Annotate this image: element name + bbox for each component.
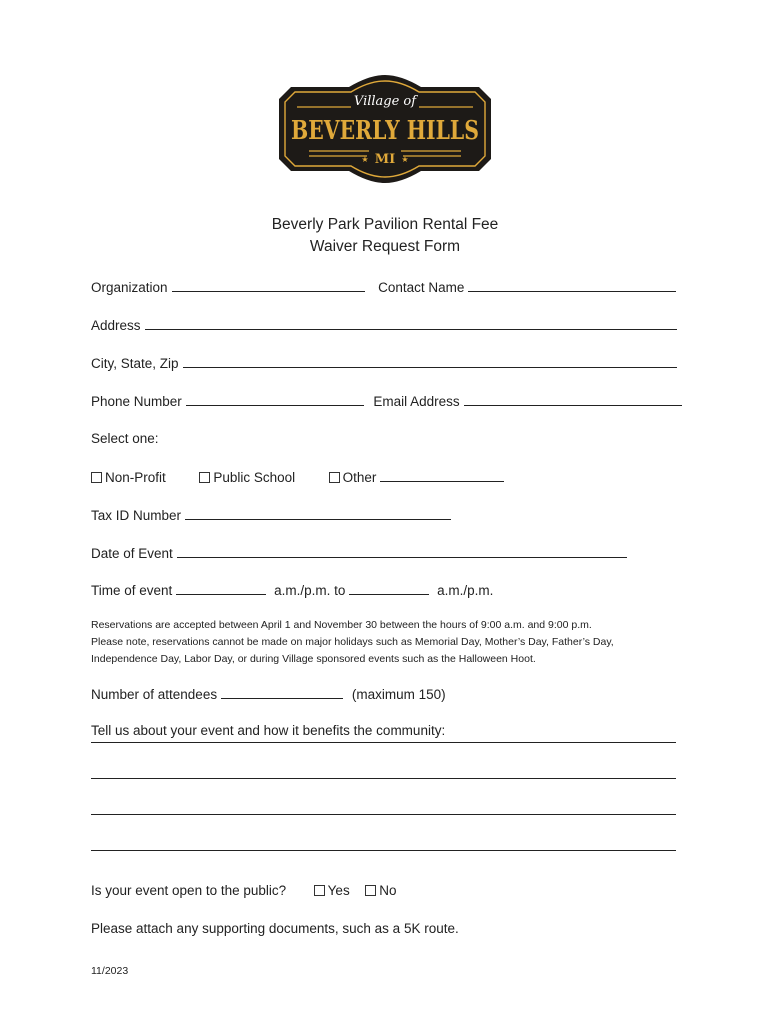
footer-date: 11/2023 bbox=[91, 965, 129, 977]
event-description-line-3[interactable] bbox=[91, 814, 676, 815]
other-label: Other bbox=[342, 470, 377, 485]
event-description-line-2[interactable] bbox=[91, 778, 676, 779]
time-of-event-row bbox=[91, 582, 493, 598]
public-school-label: Public School bbox=[213, 470, 296, 485]
city-state-zip-field[interactable] bbox=[183, 355, 677, 368]
notice-line3: Independence Day, Labor Day, or during Village sponsored events such as the Halloween Hoot. bbox=[91, 653, 536, 665]
event-description-line-1[interactable] bbox=[91, 742, 676, 743]
ampm-label: a.m./p.m. bbox=[437, 583, 494, 598]
email-address-field[interactable] bbox=[464, 393, 682, 406]
notice-line1: Reservations are accepted between April 1 and November 30 between the hours of 9:00 a.m. and 9:00 p.m. bbox=[91, 619, 592, 631]
notice-line2: Please note, reservations cannot be made on major holidays such as Memorial Day, Mother’s Day, Father’s Day, bbox=[91, 636, 614, 648]
logo-main-text: BEVERLY HILLS bbox=[291, 116, 479, 146]
city-state-zip-row bbox=[91, 355, 677, 371]
non-profit-checkbox[interactable] bbox=[91, 472, 102, 483]
tax-id-row bbox=[91, 507, 451, 523]
date-of-event-row bbox=[91, 545, 627, 561]
contact-name-field[interactable] bbox=[468, 279, 676, 292]
yes-checkbox[interactable] bbox=[314, 885, 325, 896]
time-of-event-label: Time of event bbox=[91, 583, 173, 598]
no-label: No bbox=[379, 883, 397, 898]
select-one-label: Select one: bbox=[91, 431, 159, 446]
tax-id-label: Tax ID Number bbox=[91, 508, 182, 523]
date-of-event-label: Date of Event bbox=[91, 546, 173, 561]
public-row bbox=[91, 883, 397, 898]
logo-bottom-text: MI bbox=[374, 152, 396, 167]
ampm-to-label: a.m./p.m. to bbox=[274, 583, 346, 598]
attach-note: Please attach any supporting documents, such as a 5K route. bbox=[91, 921, 459, 936]
yes-label: Yes bbox=[327, 883, 350, 898]
village-beverly-hills-logo bbox=[279, 75, 491, 183]
phone-number-label: Phone Number bbox=[91, 394, 182, 409]
public-label: Is your event open to the public? bbox=[91, 883, 287, 898]
email-address-label: Email Address bbox=[373, 394, 460, 409]
non-profit-label: Non-Profit bbox=[105, 470, 166, 485]
organization-row bbox=[91, 279, 676, 295]
attendees-max: (maximum 150) bbox=[351, 687, 446, 702]
no-checkbox[interactable] bbox=[365, 885, 376, 896]
attendees-field[interactable] bbox=[221, 686, 343, 699]
start-time-field[interactable] bbox=[176, 582, 266, 595]
other-field[interactable] bbox=[380, 469, 504, 482]
attendees-row bbox=[91, 686, 446, 702]
tax-id-field[interactable] bbox=[185, 507, 451, 520]
organization-field[interactable] bbox=[172, 279, 365, 292]
address-field[interactable] bbox=[145, 317, 677, 330]
end-time-field[interactable] bbox=[349, 582, 429, 595]
address-row bbox=[91, 317, 677, 333]
contact-name-label: Contact Name bbox=[378, 280, 465, 295]
reservation-notice bbox=[91, 617, 614, 668]
date-of-event-field[interactable] bbox=[177, 545, 627, 558]
event-description-label: Tell us about your event and how it benefits the community: bbox=[91, 723, 446, 738]
phone-number-field[interactable] bbox=[186, 393, 364, 406]
attendees-label: Number of attendees bbox=[91, 687, 218, 702]
other-checkbox[interactable] bbox=[329, 472, 340, 483]
logo-top-text: Village of bbox=[353, 94, 417, 109]
organization-type-options bbox=[91, 469, 504, 485]
public-school-checkbox[interactable] bbox=[199, 472, 210, 483]
form-title-line1: Beverly Park Pavilion Rental Fee bbox=[271, 216, 499, 233]
form-title-line2: Waiver Request Form bbox=[309, 238, 461, 255]
star-icon: ★ bbox=[401, 155, 409, 164]
organization-label: Organization bbox=[91, 280, 168, 295]
phone-email-row bbox=[91, 393, 682, 409]
star-icon: ★ bbox=[361, 155, 369, 164]
city-state-zip-label: City, State, Zip bbox=[91, 356, 179, 371]
address-label: Address bbox=[91, 318, 141, 333]
event-description-line-4[interactable] bbox=[91, 850, 676, 851]
